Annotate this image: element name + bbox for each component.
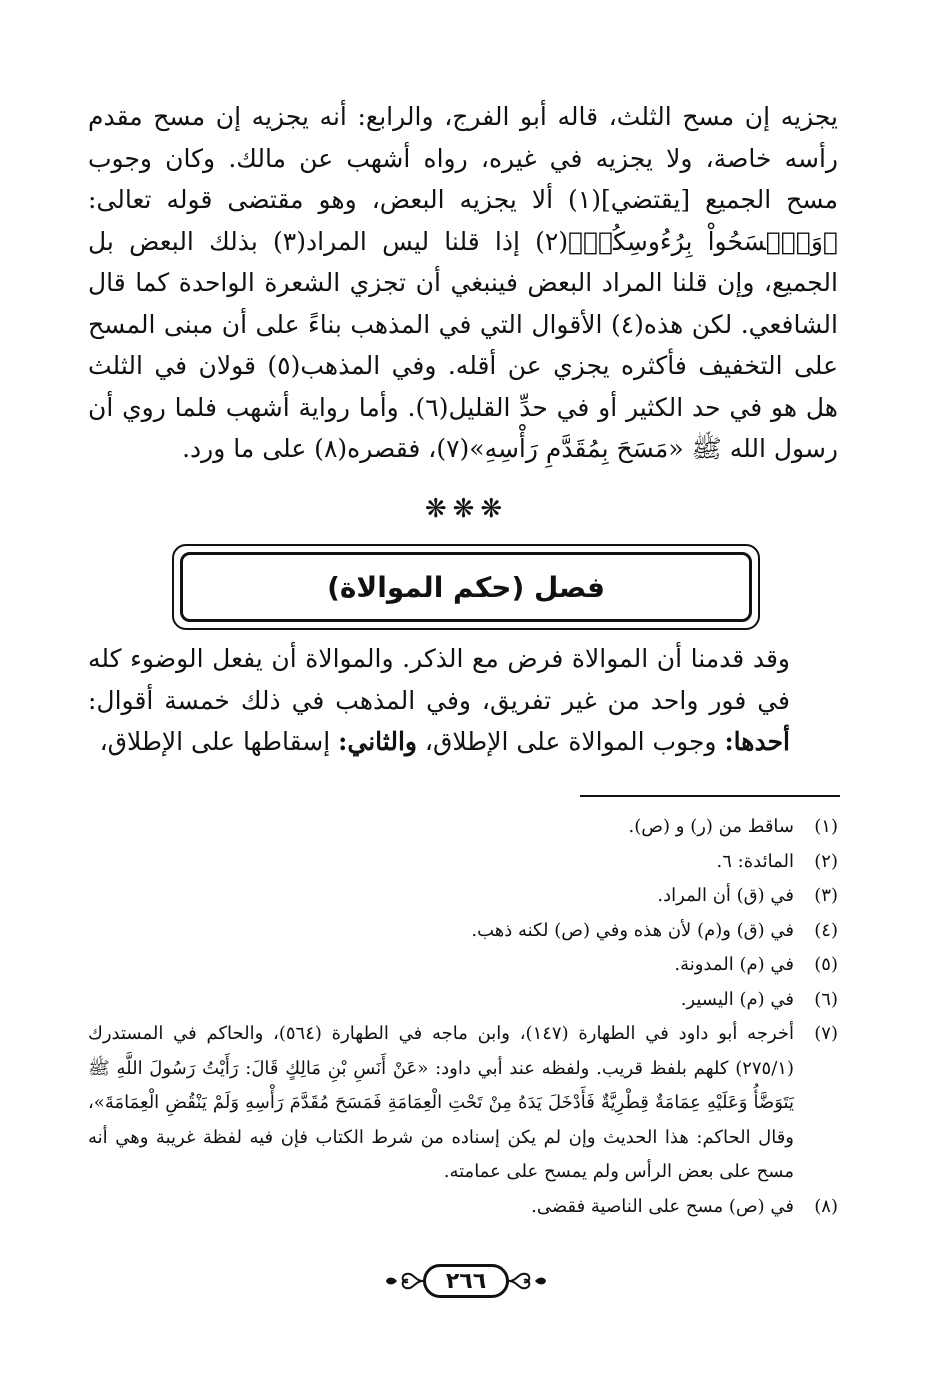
- footnote: [88, 983, 838, 1018]
- footnote-text: في (ص) مسح على الناصية فقضى.: [531, 1195, 794, 1217]
- section-separator: ❋❋❋: [424, 494, 509, 524]
- footnote-text: في (ق) أن المراد.: [657, 885, 794, 906]
- footnote-number: (٦): [814, 988, 838, 1010]
- footnote-number: (٨): [814, 1195, 838, 1217]
- second-opinion-text: إسقاطها على الإطلاق،: [99, 727, 339, 756]
- footnote-text: في (م) المدونة.: [674, 954, 794, 975]
- main-text-block: [88, 96, 838, 470]
- footnote-text: المائدة: ٦.: [716, 850, 794, 872]
- footnote: [88, 810, 838, 845]
- footnote: [88, 1190, 838, 1225]
- footnote: [88, 845, 838, 880]
- footnote-number: (٧): [814, 1023, 838, 1044]
- first-opinion-text: وجوب الموالاة على الإطلاق،: [416, 727, 725, 756]
- section-heading-frame: [172, 544, 760, 630]
- page-number-ornament: [383, 1262, 549, 1302]
- footnote-number: (٣): [814, 885, 838, 906]
- second-opinion-label: والثاني:: [338, 727, 417, 756]
- left-flourish-icon: [383, 1268, 425, 1294]
- footnote-text: في (م) اليسير.: [680, 988, 794, 1010]
- footnote-text: في (ق) و(م) لأن هذه وفي (ص) لكنه ذهب.: [471, 919, 794, 941]
- section-heading: فصل (حكم الموالاة): [180, 552, 752, 622]
- footnote-number: (٤): [814, 919, 838, 941]
- footnote-text: أخرجه أبو داود في الطهارة (١٤٧)، وابن ماجه في الطهارة (٥٦٤)، والحاكم في المستدرك (٢٧٥/١) كلهم بلفظ قريب. ولفظه عند أبي داود: «عَنْ أَنَسِ بْنِ مَالِكٍ قَالَ: رَأَيْتُ رَسُولَ اللَّهِ ﷺ يَتَوَضَّأُ وَعَلَيْهِ عِمَامَةٌ قِطْرِيَّةٌ فَأَدْخَلَ يَدَهُ مِنْ تَحْتِ الْعِمَامَةِ فَمَسَحَ مُقَدَّمَ رَأْسِهِ وَلَمْ يَنْقُضِ الْعِمَامَةَ»، وقال الحاكم: هذا الحديث وإن لم يكن إسناده من شرط الكتاب فإن فيه لفظة غريبة وهي أنه مسح على بعض الرأس ولم يمسح على عمامته.: [88, 1023, 795, 1182]
- footnotes: [88, 810, 838, 1224]
- section-paragraph: وقد قدمنا أن الموالاة فرض مع الذكر. والموالاة أن يفعل الوضوء كله في فور واحد من غير تفريق، وفي المذهب في ذلك خمسة أقوال:: [88, 644, 790, 715]
- main-paragraph: يجزيه إن مسح الثلث، قاله أبو الفرج، والرابع: أنه يجزيه إن مسح مقدم رأسه خاصة، ولا يجزيه في غيره، رواه أشهب عن مالك. وكان وجوب مسح الجميع [يقتضي](١) ألا يجزيه البعض، وهو مقتضى قوله تعالى: ﴿وَٱمۡسَحُواْ بِرُءُوسِكُمۡ﴾(٢) إذا قلنا ليس المراد(٣) بذلك البعض بل الجميع، وإن قلنا المراد البعض فينبغي أن تجزي الشعرة الواحدة كما قال الشافعي. لكن هذه(٤) الأقوال التي في المذهب بناءً على أن مبنى المسح على التخفيف فأكثره يجزي عن أقله. وفي المذهب(٥) قولان في الثلث هل هو في حد الكثير أو في حدِّ القليل(٦). وأما رواية أشهب فلما روي أن رسول الله ﷺ «مَسَحَ بِمُقَدَّمِ رَأْسِهِ»(٧)، فقصره(٨) على ما ورد.: [88, 102, 839, 463]
- first-opinion-label: أحدها:: [724, 727, 790, 756]
- footnote: [88, 948, 838, 983]
- footnote-text: ساقط من (ر) و (ص).: [628, 816, 794, 837]
- footnote-number: (٢): [814, 850, 838, 872]
- footnote: [88, 1017, 838, 1190]
- footnote-number: (١): [814, 816, 838, 837]
- right-flourish-icon: [507, 1268, 549, 1294]
- footnote: [88, 914, 838, 949]
- page-number: ٢٦٦: [423, 1264, 509, 1298]
- footnote-number: (٥): [814, 954, 838, 975]
- footnote-divider: [580, 795, 840, 797]
- footnote: [88, 879, 838, 914]
- section-text-block: [88, 638, 838, 763]
